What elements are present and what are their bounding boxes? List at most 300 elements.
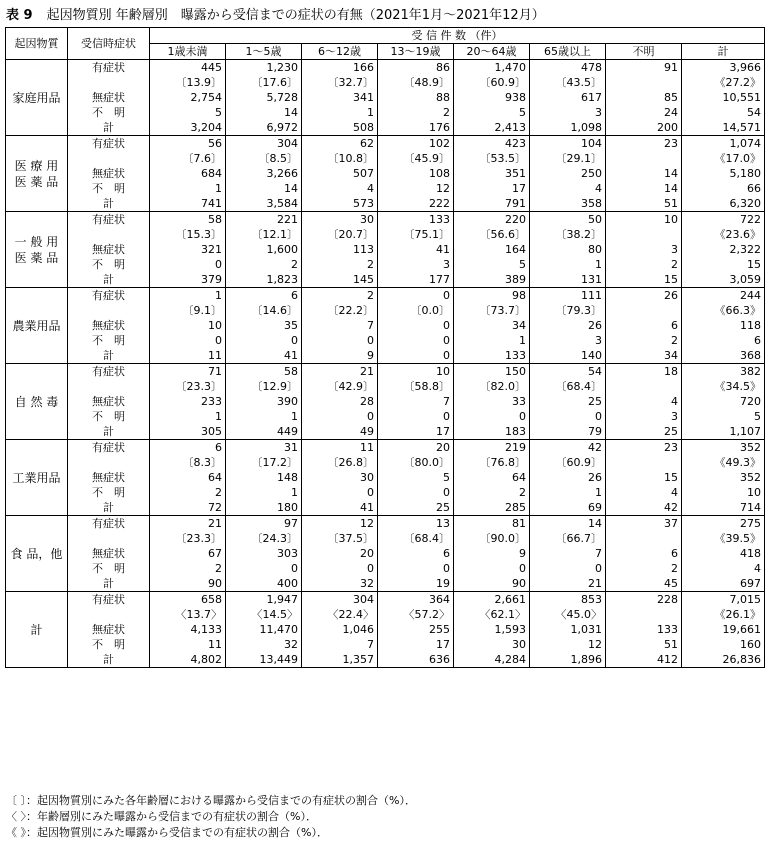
count-cell: 507 bbox=[302, 166, 378, 181]
data-table bbox=[5, 27, 765, 668]
count-cell: 9 bbox=[302, 348, 378, 364]
count-cell: 228 bbox=[606, 592, 682, 608]
symptom-label: 計 bbox=[68, 120, 150, 136]
table-row bbox=[6, 227, 765, 242]
count-cell: 1,593 bbox=[454, 622, 530, 637]
count-cell: 321 bbox=[150, 242, 226, 257]
header-age-col: 6～12歳 bbox=[302, 44, 378, 60]
count-cell: 853 bbox=[530, 592, 606, 608]
symptom-label: 有症状 bbox=[68, 516, 150, 532]
count-cell: 10 bbox=[682, 485, 765, 500]
count-cell: 3,059 bbox=[682, 272, 765, 288]
count-cell: 4,133 bbox=[150, 622, 226, 637]
count-cell: 72 bbox=[150, 500, 226, 516]
header-age-col: 1～5歳 bbox=[226, 44, 302, 60]
symptom-label: 無症状 bbox=[68, 394, 150, 409]
count-cell: 〔9.1〕 bbox=[150, 303, 226, 318]
count-cell: 0 bbox=[150, 333, 226, 348]
count-cell: 11,470 bbox=[226, 622, 302, 637]
count-cell: 31 bbox=[226, 440, 302, 456]
count-cell: 41 bbox=[226, 348, 302, 364]
count-cell: 4 bbox=[606, 485, 682, 500]
count-cell: 〈14.5〉 bbox=[226, 607, 302, 622]
count-cell: 26 bbox=[606, 288, 682, 304]
count-cell: 1,896 bbox=[530, 652, 606, 668]
count-cell: 0 bbox=[530, 561, 606, 576]
count-cell: 3,266 bbox=[226, 166, 302, 181]
footnote: 〔 〕：起因物質別にみた各年齢層における曝露から受信までの有症状の割合（%）． bbox=[6, 794, 416, 807]
count-cell: 166 bbox=[302, 60, 378, 76]
count-cell: 352 bbox=[682, 470, 765, 485]
table-row bbox=[6, 576, 765, 592]
symptom-label: 計 bbox=[68, 576, 150, 592]
header-substance: 起因物質 bbox=[6, 28, 68, 60]
count-cell: 80 bbox=[530, 242, 606, 257]
substance-category: 家庭用品 bbox=[6, 60, 68, 136]
count-cell: 368 bbox=[682, 348, 765, 364]
count-cell: 658 bbox=[150, 592, 226, 608]
table-row bbox=[6, 60, 765, 76]
count-cell: 32 bbox=[226, 637, 302, 652]
count-cell: 2 bbox=[150, 561, 226, 576]
count-cell: 1,031 bbox=[530, 622, 606, 637]
count-cell: 2 bbox=[454, 485, 530, 500]
count-cell bbox=[606, 227, 682, 242]
count-cell: 2 bbox=[378, 105, 454, 120]
table-row bbox=[6, 196, 765, 212]
count-cell: 〈57.2〉 bbox=[378, 607, 454, 622]
count-cell: 81 bbox=[454, 516, 530, 532]
count-cell: 〈22.4〉 bbox=[302, 607, 378, 622]
count-cell: 7 bbox=[378, 394, 454, 409]
count-cell: 〔12.9〕 bbox=[226, 379, 302, 394]
count-cell: 71 bbox=[150, 364, 226, 380]
header-symptom: 受信時症状 bbox=[68, 28, 150, 60]
count-cell: 140 bbox=[530, 348, 606, 364]
table-row bbox=[6, 561, 765, 576]
count-cell: 219 bbox=[454, 440, 530, 456]
symptom-label: 無症状 bbox=[68, 622, 150, 637]
count-cell: 222 bbox=[378, 196, 454, 212]
count-cell: 2 bbox=[606, 561, 682, 576]
count-cell: 2 bbox=[226, 257, 302, 272]
count-cell: 3,584 bbox=[226, 196, 302, 212]
count-cell: 0 bbox=[378, 318, 454, 333]
symptom-label: 計 bbox=[68, 272, 150, 288]
table-row bbox=[6, 424, 765, 440]
symptom-label: 有症状 bbox=[68, 136, 150, 152]
count-cell: 98 bbox=[454, 288, 530, 304]
count-cell: 〔8.3〕 bbox=[150, 455, 226, 470]
symptom-label: 無症状 bbox=[68, 242, 150, 257]
count-cell: 0 bbox=[378, 348, 454, 364]
count-cell: 10 bbox=[606, 212, 682, 228]
table-row bbox=[6, 242, 765, 257]
count-cell: 10 bbox=[378, 364, 454, 380]
symptom-label: 無症状 bbox=[68, 90, 150, 105]
count-cell: 1,098 bbox=[530, 120, 606, 136]
table-row bbox=[6, 637, 765, 652]
count-cell bbox=[606, 303, 682, 318]
count-cell: 352 bbox=[682, 440, 765, 456]
count-cell: 《23.6》 bbox=[682, 227, 765, 242]
count-cell: 42 bbox=[606, 500, 682, 516]
symptom-label: 不 明 bbox=[68, 637, 150, 652]
count-cell: 1 bbox=[150, 288, 226, 304]
count-cell: 412 bbox=[606, 652, 682, 668]
table-row bbox=[6, 546, 765, 561]
count-cell: 19,661 bbox=[682, 622, 765, 637]
count-cell bbox=[606, 75, 682, 90]
count-cell: 14 bbox=[226, 181, 302, 196]
header-age-col: 計 bbox=[682, 44, 765, 60]
count-cell: 176 bbox=[378, 120, 454, 136]
symptom-label: 不 明 bbox=[68, 485, 150, 500]
count-cell: 2 bbox=[606, 333, 682, 348]
symptom-label: 有症状 bbox=[68, 212, 150, 228]
table-row bbox=[6, 75, 765, 90]
symptom-label: 有症状 bbox=[68, 440, 150, 456]
count-cell: 4,284 bbox=[454, 652, 530, 668]
count-cell: 2 bbox=[150, 485, 226, 500]
count-cell: 304 bbox=[302, 592, 378, 608]
table-row bbox=[6, 90, 765, 105]
count-cell: 233 bbox=[150, 394, 226, 409]
substance-category: 農業用品 bbox=[6, 288, 68, 364]
count-cell: 0 bbox=[454, 561, 530, 576]
count-cell: 97 bbox=[226, 516, 302, 532]
count-cell: 《27.2》 bbox=[682, 75, 765, 90]
table-row bbox=[6, 136, 765, 152]
count-cell: 67 bbox=[150, 546, 226, 561]
count-cell: 113 bbox=[302, 242, 378, 257]
symptom-label bbox=[68, 227, 150, 242]
table-number: 表 9 bbox=[6, 8, 33, 23]
table-row bbox=[6, 409, 765, 424]
count-cell: 0 bbox=[454, 409, 530, 424]
count-cell: 244 bbox=[682, 288, 765, 304]
count-cell: 102 bbox=[378, 136, 454, 152]
count-cell: 4 bbox=[302, 181, 378, 196]
count-cell: 145 bbox=[302, 272, 378, 288]
count-cell: 14 bbox=[606, 181, 682, 196]
count-cell: 37 bbox=[606, 516, 682, 532]
count-cell: 2 bbox=[606, 257, 682, 272]
table-row bbox=[6, 516, 765, 532]
symptom-label: 不 明 bbox=[68, 561, 150, 576]
symptom-label: 不 明 bbox=[68, 105, 150, 120]
count-cell: 0 bbox=[530, 409, 606, 424]
count-cell: 1 bbox=[226, 409, 302, 424]
count-cell: 49 bbox=[302, 424, 378, 440]
count-cell: 14,571 bbox=[682, 120, 765, 136]
count-cell: 〔53.5〕 bbox=[454, 151, 530, 166]
count-cell: 〔68.4〕 bbox=[378, 531, 454, 546]
count-cell: 6 bbox=[606, 546, 682, 561]
count-cell: 3,204 bbox=[150, 120, 226, 136]
symptom-label bbox=[68, 75, 150, 90]
count-cell: 51 bbox=[606, 637, 682, 652]
count-cell: 64 bbox=[454, 470, 530, 485]
symptom-label bbox=[68, 151, 150, 166]
count-cell: 177 bbox=[378, 272, 454, 288]
count-cell: 33 bbox=[454, 394, 530, 409]
count-cell: 1 bbox=[226, 485, 302, 500]
count-cell: 34 bbox=[454, 318, 530, 333]
count-cell: 18 bbox=[606, 364, 682, 380]
count-cell: 6 bbox=[150, 440, 226, 456]
table-header bbox=[6, 28, 765, 60]
count-cell: 1,046 bbox=[302, 622, 378, 637]
count-cell bbox=[606, 455, 682, 470]
count-cell: 23 bbox=[606, 440, 682, 456]
count-cell: 54 bbox=[530, 364, 606, 380]
count-cell: 64 bbox=[150, 470, 226, 485]
count-cell: 32 bbox=[302, 576, 378, 592]
count-cell: 250 bbox=[530, 166, 606, 181]
count-cell: 938 bbox=[454, 90, 530, 105]
count-cell: 30 bbox=[302, 470, 378, 485]
count-cell: 19 bbox=[378, 576, 454, 592]
count-cell: 91 bbox=[606, 60, 682, 76]
count-cell: 722 bbox=[682, 212, 765, 228]
count-cell: 69 bbox=[530, 500, 606, 516]
count-cell: 0 bbox=[302, 485, 378, 500]
count-cell: 0 bbox=[302, 409, 378, 424]
count-cell: 14 bbox=[530, 516, 606, 532]
count-cell: 7 bbox=[302, 637, 378, 652]
count-cell: 255 bbox=[378, 622, 454, 637]
count-cell: 1,823 bbox=[226, 272, 302, 288]
count-cell: 〔82.0〕 bbox=[454, 379, 530, 394]
count-cell: 90 bbox=[150, 576, 226, 592]
count-cell: 〔42.9〕 bbox=[302, 379, 378, 394]
header-age-col: 13～19歳 bbox=[378, 44, 454, 60]
count-cell: 445 bbox=[150, 60, 226, 76]
count-cell: 7 bbox=[302, 318, 378, 333]
count-cell: 131 bbox=[530, 272, 606, 288]
count-cell: 104 bbox=[530, 136, 606, 152]
count-cell: 20 bbox=[378, 440, 454, 456]
symptom-label: 不 明 bbox=[68, 409, 150, 424]
count-cell: 418 bbox=[682, 546, 765, 561]
count-cell: 3 bbox=[530, 333, 606, 348]
count-cell: 2,413 bbox=[454, 120, 530, 136]
count-cell: 5,728 bbox=[226, 90, 302, 105]
count-cell: 379 bbox=[150, 272, 226, 288]
table-row bbox=[6, 652, 765, 668]
table-title bbox=[6, 4, 545, 23]
count-cell: 25 bbox=[606, 424, 682, 440]
count-cell: 62 bbox=[302, 136, 378, 152]
count-cell: 714 bbox=[682, 500, 765, 516]
symptom-label: 計 bbox=[68, 500, 150, 516]
count-cell: 〈62.1〉 bbox=[454, 607, 530, 622]
count-cell: 2 bbox=[302, 257, 378, 272]
count-cell: 364 bbox=[378, 592, 454, 608]
table-row bbox=[6, 394, 765, 409]
count-cell: 508 bbox=[302, 120, 378, 136]
count-cell: 1,600 bbox=[226, 242, 302, 257]
count-cell: 26,836 bbox=[682, 652, 765, 668]
count-cell: 6 bbox=[378, 546, 454, 561]
count-cell: 358 bbox=[530, 196, 606, 212]
count-cell: 200 bbox=[606, 120, 682, 136]
count-cell: 〔37.5〕 bbox=[302, 531, 378, 546]
count-cell: 〔7.6〕 bbox=[150, 151, 226, 166]
count-cell: 390 bbox=[226, 394, 302, 409]
symptom-label: 無症状 bbox=[68, 166, 150, 181]
count-cell: 617 bbox=[530, 90, 606, 105]
table-row bbox=[6, 303, 765, 318]
symptom-label: 有症状 bbox=[68, 60, 150, 76]
table-row bbox=[6, 105, 765, 120]
count-cell: 573 bbox=[302, 196, 378, 212]
symptom-label bbox=[68, 455, 150, 470]
count-cell: 275 bbox=[682, 516, 765, 532]
table-row bbox=[6, 440, 765, 456]
table-row bbox=[6, 592, 765, 608]
count-cell: 42 bbox=[530, 440, 606, 456]
count-cell: 303 bbox=[226, 546, 302, 561]
count-cell: 133 bbox=[606, 622, 682, 637]
count-cell: 15 bbox=[606, 272, 682, 288]
count-cell: 5 bbox=[454, 105, 530, 120]
symptom-label: 不 明 bbox=[68, 257, 150, 272]
count-cell: 35 bbox=[226, 318, 302, 333]
table-row bbox=[6, 348, 765, 364]
count-cell: 12 bbox=[302, 516, 378, 532]
count-cell: 108 bbox=[378, 166, 454, 181]
count-cell: 1,230 bbox=[226, 60, 302, 76]
header-group: 受 信 件 数 （件） bbox=[150, 28, 765, 44]
count-cell: 15 bbox=[606, 470, 682, 485]
count-cell: 221 bbox=[226, 212, 302, 228]
table-row bbox=[6, 607, 765, 622]
count-cell: 21 bbox=[302, 364, 378, 380]
count-cell: 〔76.8〕 bbox=[454, 455, 530, 470]
count-cell: 〔15.3〕 bbox=[150, 227, 226, 242]
header-age-col: 不明 bbox=[606, 44, 682, 60]
count-cell: 6,972 bbox=[226, 120, 302, 136]
count-cell: 《39.5》 bbox=[682, 531, 765, 546]
count-cell: 41 bbox=[378, 242, 454, 257]
count-cell: 7,015 bbox=[682, 592, 765, 608]
count-cell: 6,320 bbox=[682, 196, 765, 212]
count-cell: 118 bbox=[682, 318, 765, 333]
count-cell: 5 bbox=[378, 470, 454, 485]
count-cell: 0 bbox=[150, 257, 226, 272]
table-row bbox=[6, 485, 765, 500]
count-cell: 10,551 bbox=[682, 90, 765, 105]
header-age-col: 65歳以上 bbox=[530, 44, 606, 60]
count-cell: 5 bbox=[150, 105, 226, 120]
count-cell: 791 bbox=[454, 196, 530, 212]
count-cell: 54 bbox=[682, 105, 765, 120]
count-cell: 4 bbox=[530, 181, 606, 196]
table-row bbox=[6, 531, 765, 546]
count-cell bbox=[606, 151, 682, 166]
count-cell: 741 bbox=[150, 196, 226, 212]
count-cell: 111 bbox=[530, 288, 606, 304]
count-cell: 0 bbox=[378, 333, 454, 348]
count-cell: 1,074 bbox=[682, 136, 765, 152]
count-cell: 〔80.0〕 bbox=[378, 455, 454, 470]
count-cell: 3 bbox=[530, 105, 606, 120]
substance-category: 計 bbox=[6, 592, 68, 668]
symptom-label: 計 bbox=[68, 348, 150, 364]
count-cell: 66 bbox=[682, 181, 765, 196]
footnote: 《 》：起因物質別にみた曝露から受信までの有症状の割合（%）． bbox=[6, 826, 328, 839]
count-cell: 34 bbox=[606, 348, 682, 364]
count-cell: 17 bbox=[454, 181, 530, 196]
count-cell: 4 bbox=[682, 561, 765, 576]
count-cell: 1 bbox=[150, 409, 226, 424]
count-cell: 51 bbox=[606, 196, 682, 212]
count-cell: 1 bbox=[302, 105, 378, 120]
count-cell: 〔66.7〕 bbox=[530, 531, 606, 546]
count-cell: 304 bbox=[226, 136, 302, 152]
count-cell: 636 bbox=[378, 652, 454, 668]
count-cell: 〔29.1〕 bbox=[530, 151, 606, 166]
table-row bbox=[6, 379, 765, 394]
count-cell: 449 bbox=[226, 424, 302, 440]
count-cell: 〔73.7〕 bbox=[454, 303, 530, 318]
count-cell: 2,754 bbox=[150, 90, 226, 105]
count-cell: 1 bbox=[530, 257, 606, 272]
substance-category: 医 療 用 医 薬 品 bbox=[6, 136, 68, 212]
count-cell: 720 bbox=[682, 394, 765, 409]
count-cell bbox=[606, 531, 682, 546]
count-cell: 28 bbox=[302, 394, 378, 409]
count-cell: 183 bbox=[454, 424, 530, 440]
count-cell: 6 bbox=[226, 288, 302, 304]
count-cell: 10 bbox=[150, 318, 226, 333]
count-cell: 〔14.6〕 bbox=[226, 303, 302, 318]
count-cell bbox=[606, 379, 682, 394]
count-cell: 13 bbox=[378, 516, 454, 532]
count-cell: 4,802 bbox=[150, 652, 226, 668]
count-cell: 400 bbox=[226, 576, 302, 592]
count-cell: 56 bbox=[150, 136, 226, 152]
table-row bbox=[6, 212, 765, 228]
substance-category: 自 然 毒 bbox=[6, 364, 68, 440]
count-cell: 〔90.0〕 bbox=[454, 531, 530, 546]
count-cell: 11 bbox=[150, 348, 226, 364]
count-cell: 5 bbox=[682, 409, 765, 424]
count-cell: 〈45.0〉 bbox=[530, 607, 606, 622]
count-cell: 〔60.9〕 bbox=[454, 75, 530, 90]
count-cell: 58 bbox=[150, 212, 226, 228]
count-cell: 21 bbox=[530, 576, 606, 592]
count-cell: 《34.5》 bbox=[682, 379, 765, 394]
table-caption: 起因物質別 年齢層別 曝露から受信までの症状の有無（2021年1月～2021年12月） bbox=[46, 8, 545, 23]
count-cell: 684 bbox=[150, 166, 226, 181]
count-cell: 1,107 bbox=[682, 424, 765, 440]
count-cell: 1,357 bbox=[302, 652, 378, 668]
count-cell: 9 bbox=[454, 546, 530, 561]
count-cell: 25 bbox=[530, 394, 606, 409]
symptom-label bbox=[68, 303, 150, 318]
count-cell: 〔38.2〕 bbox=[530, 227, 606, 242]
count-cell: 〔32.7〕 bbox=[302, 75, 378, 90]
count-cell: 180 bbox=[226, 500, 302, 516]
table-row bbox=[6, 257, 765, 272]
table-row bbox=[6, 166, 765, 181]
count-cell: 〈13.7〉 bbox=[150, 607, 226, 622]
count-cell: 79 bbox=[530, 424, 606, 440]
symptom-label: 有症状 bbox=[68, 592, 150, 608]
